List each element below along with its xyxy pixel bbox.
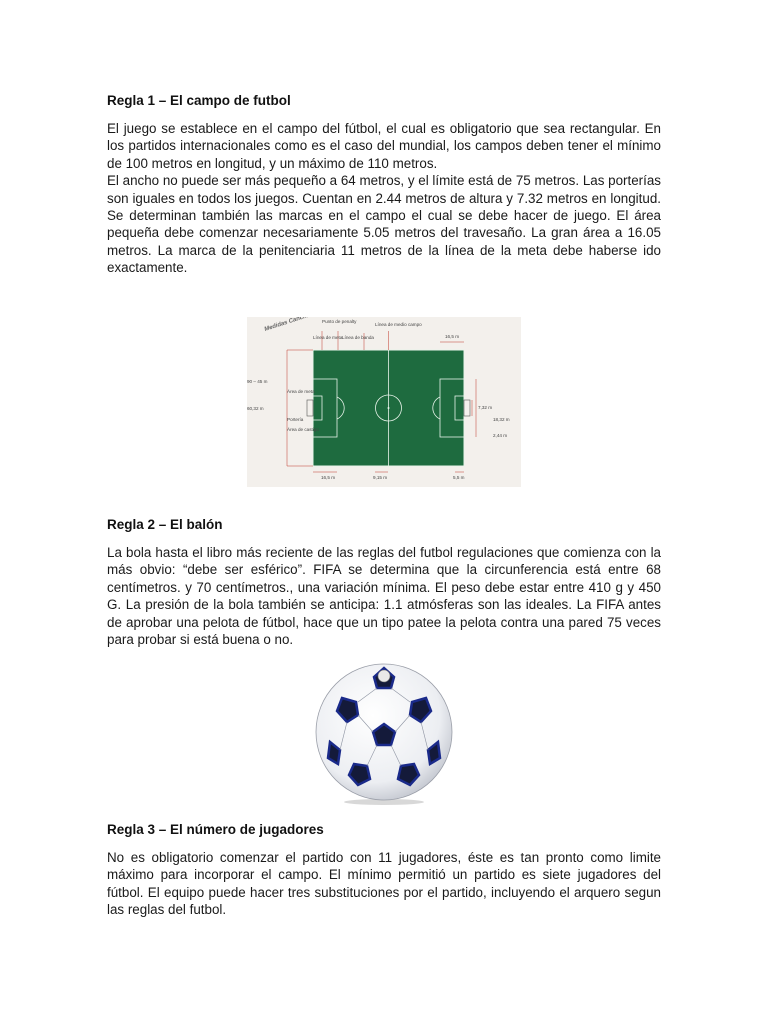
center-spot — [388, 407, 390, 409]
measure-center: 9,15 m — [373, 475, 388, 480]
soccer-ball-image — [314, 660, 454, 806]
ball-logo — [378, 670, 390, 682]
left-goal — [307, 400, 313, 416]
measure-goal-width: 7,32 m — [478, 405, 493, 410]
label-punto-penalty: Punto de penalty — [322, 319, 357, 324]
measure-bottom-left: 16,5 m — [321, 475, 336, 480]
label-area-castigo: Área de castigo — [287, 427, 319, 432]
measure-goal-height: 2,44 m — [493, 433, 508, 438]
rule1-paragraph-part1: El juego se establece en el campo del fútbol, el cual es obligatorio que sea rectangular. En los partidos internacionales como es el caso del mundial, los campos deben tener el mínimo de 100 metros en longitud, y un máximo de 110 metros. — [107, 121, 661, 171]
measure-top-right: 16,5 m — [445, 334, 460, 339]
measure-bottom-right: 5,5 m — [453, 475, 465, 480]
rule3-heading: Regla 3 – El número de jugadores — [107, 822, 324, 837]
measure-largo: 90 – 45 m — [247, 379, 268, 384]
label-porteria: Portería — [287, 417, 304, 422]
field-measurements-diagram — [247, 317, 521, 487]
label-linea-medio: Línea de medio campo — [375, 322, 422, 327]
right-goal — [464, 400, 470, 416]
rule3-paragraph: No es obligatorio comenzar el partido con 11 jugadores, éste es tan pronto como limite máximo para incorporar el campo. El mínimo permitió un partido es siete jugadores del fútbol. El equipo puede hacer tres substituciones por el partido, incluyendo el arquero segun las reglas del futbol. — [107, 850, 661, 918]
rule1-paragraph — [107, 120, 661, 277]
rule2-paragraph: La bola hasta el libro más reciente de las reglas del futbol regulaciones que comienza con la más obvio: “debe ser esférico”. FIFA se determina que la circunferencia está entre 68 centímetros. y 70 centímetros., una variación mínima. El peso debe estar entre 410 g y 450 G. La presión de la bola también se anticipa: 1.1 atmósferas son las ideales. La FIFA antes de aprobar una pelota de fútbol, hace que un tipo patee la pelota contra una pared 75 veces para probar si está buena o no. — [107, 545, 661, 648]
rule1-heading: Regla 1 – El campo de futbol — [107, 93, 291, 108]
diagram-title: Medidas Cancha — [263, 317, 311, 333]
rule2-heading: Regla 2 – El balón — [107, 517, 223, 532]
label-linea-banda: Línea de banda — [342, 335, 374, 340]
rule1-paragraph-part2: El ancho no puede ser más pequeño a 64 metros, y el límite está de 75 metros. Las porterías son iguales en todos los juegos. Cuentan en 2.44 metros de altura y 7.32 metros en longitud. Se determinan también las marcas en el campo el cual se debe hacer de juego. El área pequeña debe comenzar necesariamente 5.05 metros del travesaño. La gran área a 16.05 metros. La marca de la penitenciaria 11 metros de la línea de la meta debe haberse ido exactamente. — [107, 173, 661, 276]
soccer-ball-svg — [314, 660, 454, 806]
field-diagram-svg — [247, 317, 521, 487]
label-linea-meta: Línea de meta — [313, 335, 343, 340]
measure-area-width: 18,32 m — [493, 417, 510, 422]
label-area-meta: Área de meta — [287, 389, 315, 394]
measure-ancho: 60,32 m — [247, 406, 264, 411]
